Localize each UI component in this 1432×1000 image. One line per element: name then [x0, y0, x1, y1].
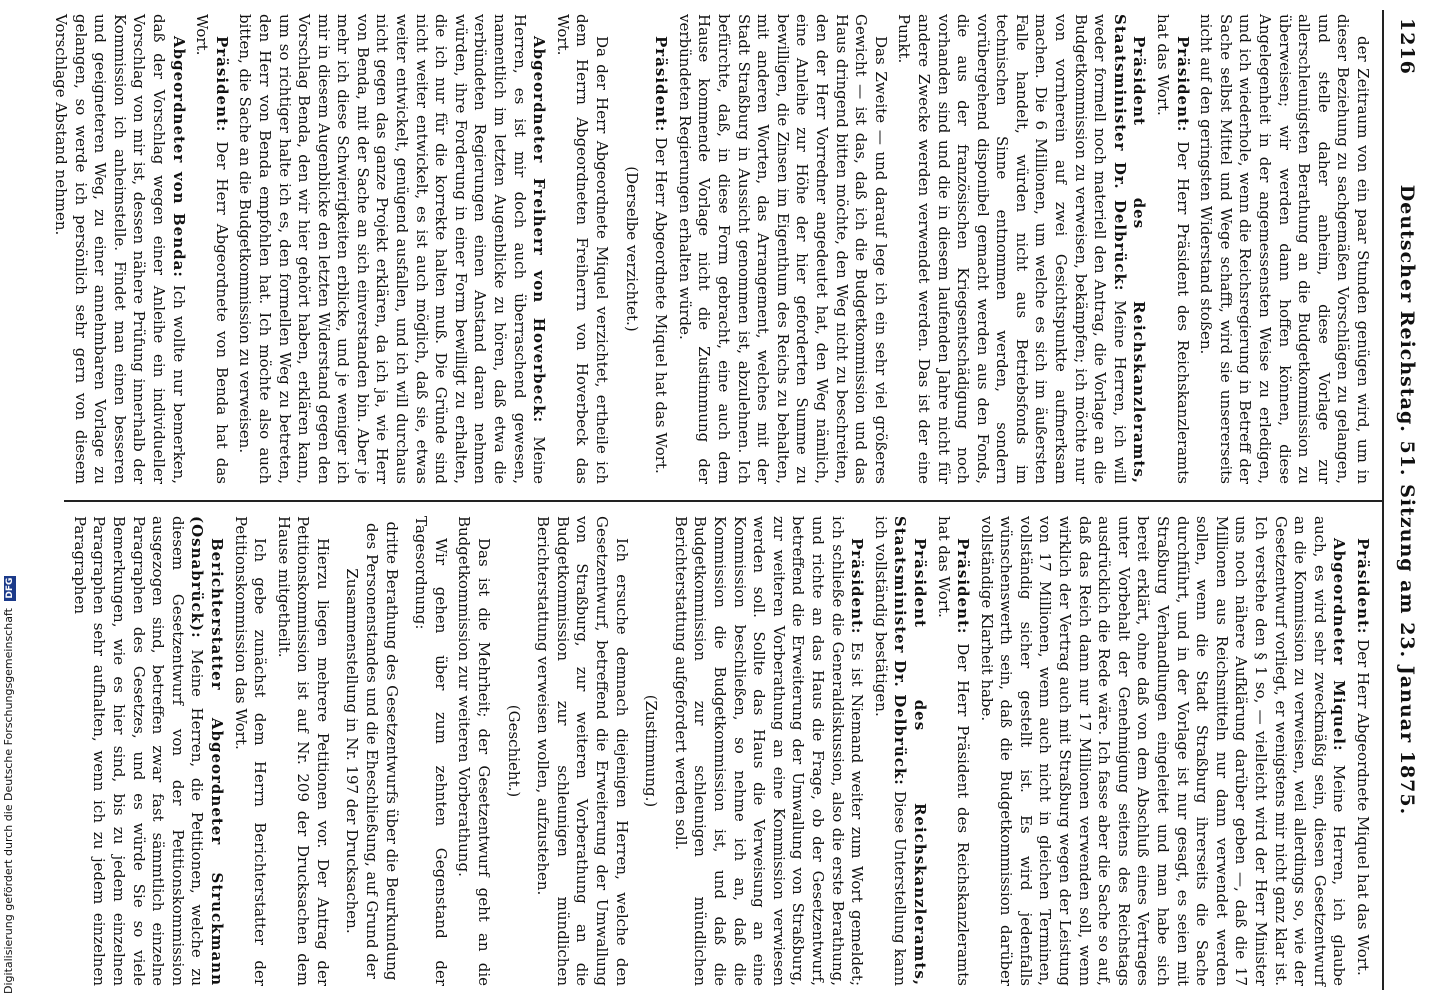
right-column [65, 516, 1372, 986]
speech-text: Der Herr Präsident des Reichskanzleramts hat das Wort. [934, 516, 973, 986]
speech-text: Es ist Niemand weiter zum Wort gemeldet; ich schließe die Generaldiskussion, also die erste Berathung, und richte an das Haus die Frage, ob der Gesetzentwurf, betreffend die Erweiterung der Umwallung von Straßburg, zur weiteren Vorberathung an eine Kommission verwiesen werden soll. Sollte das Haus die Verweisung an eine Kommission beschließen, so nehme ich an, daß die Kommission die Budgetkommission ist, und daß die Budgetkommission zur schleunigen mündlichen Berichterstattung aufgefordert werden soll. [671, 516, 867, 986]
speaker-name: Berichterstatter Abgeordneter Struckmann (Osnabrück): [188, 516, 226, 986]
speech-text: Meine Herren, ich will weder formell noch materiell den Antrag, die Vorlage an die Budgetkommission zu verweisen, bekämpfen; ich möchte nur von vornherein auf zwei Gesichtspunkte aufmerksam machen. Die 6 Millionen, um welche es sich im äußersten Falle handelt, würden nicht aus Betriebsfonds im technischen Sinne entnommen werden, sondern vorübergehend disponibel gemacht werden aus den Fonds, die aus der französischen Kriegsentschädigung noch vorhanden sind und die in diesem laufenden Jahre nicht für andere Zwecke werden verwendet werden. Das ist der eine Punkt. [895, 14, 1129, 484]
speech-paragraph [1352, 516, 1372, 986]
speech-text: Ich wollte nur bemerken, daß der Vorschlag wegen einer Anleihe ein individueller Vorschlag von mir ist, dessen nähere Prüfung innerhalb der Kommission ich anheimstelle. Findet man einen besseren und geeigneteren Weg, zu einer annehmbaren Vorlage zu gelangen, so werde ich persönlich sehr gern von diesem Vorschlage Abstand nehmen. [52, 14, 188, 484]
speech-text: Diese Unterstellung kann ich vollständig bestätigen. [871, 516, 910, 986]
left-column [46, 14, 1372, 484]
speaker-name: Präsident: [1173, 36, 1192, 133]
procedural-note: dritte Berathung des Gesetzentwurfs über die Beurkundung des Personenstandes und die Eheschließung, auf Grund der Zusammenstellung in Nr. 197 der Drucksachen. [343, 521, 401, 981]
speech-paragraph [235, 14, 549, 484]
speaker-name: Präsident des Reichskanzleramts, Staatsminister Dr. Delbrück: [1110, 14, 1149, 484]
speaker-name: Präsident: [1354, 538, 1372, 635]
speech-paragraph [1152, 14, 1191, 484]
speech-paragraph [69, 516, 226, 986]
speaker-name: Präsident des Reichskanzleramts, Staatsminister Dr. Delbrück: [891, 516, 929, 986]
speaker-name: Präsident: [212, 36, 231, 133]
speaker-name: Abgeordneter Miquel: [1330, 538, 1349, 752]
speech-text: Meine Herren, es ist mir doch auch überraschend gewesen, namentlich im letzten Augenblicke zu hören, daß etwa die verbündeten Regierungen einen Anstand daran nehmen würden, ihre Forderung in einer Form bewilligt zu erhalten, die ich nur für die korrekte halten muß. Die Gründe sind nicht weiter entwickelt, es ist auch möglich, daß sie, etwas weiter entwickelt, genügend ausfallen, und ich will durchaus nicht gegen das ganze Projekt erklären, da ich ja, wie Herr von Benda, mit der Sache an sich einverstanden bin. Aber je mehr ich diese Schwierigkeiten erblicke, und je weniger ich mir in diesem Augenblicke den letzten Widerstand gegen den Vorschlag Benda, den wir hier gehört haben, erklären kann, um so richtiger halte ich es, den formellen Weg zu betreten, den Herr von Benda empfohlen hat. Ich möchte also auch bitten, die Sache an die Budgetkommission zu verweisen. [236, 14, 549, 484]
speech-text: Meine Herren, die Petitionen, welche zu diesem Gesetzentwurf von der Petitionskommission ausgezogen sind, betreffen zwar fast sämmtlich einzelne Paragraphen des Gesetzes, und es würde Sie so viele Bemerkungen, wie es hier sind, bis zu jedem einzelnen Paragraphen sehr aufhalten, wenn ich zu jedem einzelnen Paragraphen [70, 516, 207, 986]
speaker-name: Abgeordneter Freiherr von Hoverbeck: [530, 36, 549, 424]
text-paragraph: Ich ersuche demnach diejenigen Herren, welche den Gesetzentwurf, betreffend die Erweiterung der Umwallung von Straßburg, zur weiteren Vorberathung an die Budgetkommission zur schleunigen mündlichen Berichterstattung verweisen wollen, aufzustehen. [534, 516, 631, 986]
speech-paragraph [870, 516, 929, 986]
procedural-note: (Geschieht.) [504, 704, 523, 798]
speech-paragraph [933, 516, 972, 986]
dfg-logo: DFG [5, 577, 15, 599]
speech-text: Der Herr Abgeordnete Miquel hat das Wort. [652, 132, 671, 474]
text-paragraph: Ich gebe zunächst dem Herrn Berichterstatter der Petitionskommission das Wort. [231, 516, 270, 986]
speech-text: Meine Herren, ich glaube auch, es wird sehr zweckmäßig sein, diesen Gesetzentwurf an die Kommission zu verweisen, weil allerdings so, wie der Gesetzentwurf vorliegt, er wenigstens mir nicht ganz klar ist. Ich verstehe den § 1 so, — vielleicht wird der Herr Minister uns noch nähere Aufklärung darüber geben —, daß die 17 Millionen aus Reichsmitteln nur dann verwendet werden sollen, wenn die Stadt Straßburg ihrerseits die Sache durchführt, und in der Vorlage ist nur gesagt, es seien mit Straßburg Verhandlungen eingeleitet und man habe sich bereit erklärt, ohne daß von dem Abschluß eines Vertrages unter Vorbehalt der Genehmigung seitens des Reichstags ausdrücklich die Rede wäre. Ich fasse aber die Sache so auf, daß das Reich dann nur 17 Millionen verwenden soll, wenn wirklich der Vertrag auch mit Straßburg wegen der Leistung von 17 Millionen, wenn auch nicht in gleichen Terminen, vollständig sicher gestellt ist. Es wird jedenfalls wünschenswerth sein, daß die Budgetkommission darüber vollständige Klarheit habe. [977, 516, 1349, 986]
text-paragraph: Wir gehen über zum zehnten Gegenstand der Tagesordnung: [412, 516, 450, 986]
text-paragraph: der Zeitraum von ein paar Stunden genügen wird, um in dieser Beziehung zu sachgemäßen Vorschlägen zu gelangen, und stelle daher anheim, diese Vorlage zur allerschleunigsten Berathung an die Budgetkommission zu überweisen; wir werden dann hoffen können, diese Angelegenheit in der angemessensten Weise zu erledigen, und ich wiederhole, wenn die Reichsregierung in Betreff der Sache selbst Mittel und Wege schafft, wird sie unsererseits nicht auf den geringsten Widerstand stoßen. [1197, 14, 1372, 484]
column-rule [64, 500, 1384, 502]
speech-paragraph [894, 14, 1149, 484]
footer-credit [2, 544, 18, 994]
speech-paragraph [50, 14, 187, 484]
speech-text: Der Herr Abgeordnete von Benda hat das Wort. [193, 14, 231, 484]
text-paragraph: Da der Herr Abgeordnete Miquel verzichtet, ertheile ich dem Herrn Abgeordneten Freiherrn von Hoverbeck das Wort. [553, 14, 612, 484]
page-number: 1216 [1396, 18, 1418, 75]
speaker-name: Präsident: [848, 538, 867, 635]
speaker-name: Präsident: [652, 36, 671, 133]
text-paragraph: Hierzu liegen mehrere Petitionen vor. Der Antrag der Petitionskommission ist auf Nr. 209 der Drucksachen dem Hause mitgetheilt. [274, 516, 332, 986]
speaker-name: Abgeordneter von Benda: [169, 36, 188, 278]
text-paragraph: Das ist die Mehrheit; der Gesetzentwurf geht an die Budgetkommission zur weiteren Vorberathung. [455, 516, 494, 986]
procedural-note: (Zustimmung.) [642, 694, 661, 808]
speech-paragraph [976, 516, 1348, 986]
speech-text: Der Herr Abgeordnete Miquel hat das Wort. [1354, 634, 1372, 976]
rotated-page [32, 0, 1432, 1000]
text-paragraph: Das Zweite — und darauf lege ich ein sehr viel größeres Gewicht — ist das, daß ich die Budgetkommission und das Haus dringend bitten möchte, den Weg nicht zu beschreiten, den der Herr Vorredner angedeutet hat, den Weg nämlich, eine Anleihe zur Höhe der hier geforderten Summe zu bewilligen, die Zinsen im Eigenthum des Reichs zu behalten, mit anderen Worten, das Arrangement, welches mit der Stadt Straßburg in Aussicht genommen ist, abzulehnen. Ich befürchte, daß, in diese Form gebracht, eine auch dem Hause kommende Vorlage nicht die Zustimmung der verbündeten Regierungen erhalten würde. [675, 14, 890, 484]
credit-text: Digitalisierung gefördert durch die Deutsche Forschungsgemeinschaft [2, 608, 15, 994]
running-title: Deutscher Reichstag. 51. Sitzung am 23. Januar 1875. [1396, 184, 1418, 816]
speech-paragraph [192, 14, 231, 484]
speech-text: Der Herr Präsident des Reichskanzleramts hat das Wort. [1154, 14, 1192, 484]
speech-paragraph [651, 14, 671, 484]
speech-paragraph [670, 516, 866, 986]
procedural-note: (Derselbe verzichtet.) [622, 166, 641, 332]
page-header [1388, 10, 1418, 990]
speaker-name: Präsident: [954, 538, 973, 635]
